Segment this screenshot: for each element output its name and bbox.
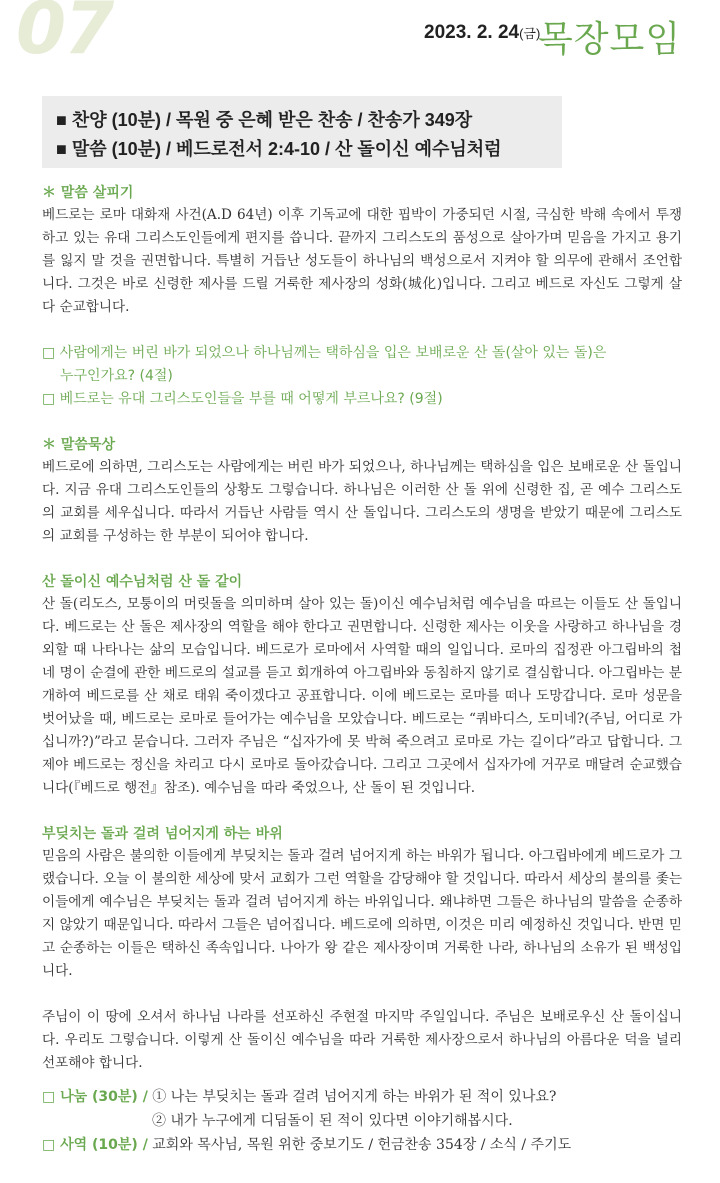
heading-stumbling-stone: 부딪치는 돌과 걸려 넘어지게 하는 바위 <box>42 826 283 842</box>
question-1-line1: □ 사람에게는 버린 바가 되었으나 하나님께는 택하심을 입은 보배로운 산 돌(살아 있는 돌)은 <box>42 345 607 361</box>
paragraph-closing: 주님이 이 땅에 오셔서 하나님 나라를 선포하신 주현절 마지막 주일입니다. 주님은 보배로우신 산 돌이십니다. 우리도 그렇습니다. 이렇게 산 돌이신 예수님을 따라 거룩한 제사장으로서 하나님의 아름다운 덕을 널리 선포해야 합니다. <box>42 1009 682 1071</box>
paragraph-stumbling-stone: 믿음의 사람은 불의한 이들에게 부딪치는 돌과 걸려 넘어지게 하는 바위가 됩니다. 아그립바에게 베드로가 그랬습니다. 오늘 이 불의한 세상에 맞서 교회가 그런 역할을 감당해야 할 것입니다. 따라서 세상의 불의를 좇는 이들에게 예수님은 부딪치는 돌과 걸려 넘어지게 하는 바위입니다. 왜냐하면 그들은 하나님의 말씀을 순종하지 않았기 때문입니다. 따라서 그들은 넘어집니다. 베드로에 의하면, 이것은 미리 예정하신 것입니다. 반면 믿고 순종하는 이들은 택하신 족속입니다. 나아가 왕 같은 제사장이며 거룩한 나라, 하나님의 소유가 된 백성입니다. <box>42 848 682 979</box>
share-question-1: ① 나는 부딪치는 돌과 걸려 넘어지게 하는 바위가 된 적이 있나요? <box>152 1089 557 1105</box>
question-2: □ 베드로는 유대 그리스도인들을 부를 때 어떻게 부르나요? (9절) <box>42 391 443 407</box>
paragraph-living-stone: 산 돌(리도스, 모퉁이의 머릿돌을 의미하며 살아 있는 돌)이신 예수님처럼 예수님을 따르는 이들도 산 돌입니다. 베드로는 산 돌은 제사장의 역할을 해야 한다고 권면합니다. 신령한 제사는 이웃을 사랑하고 하나님을 경외할 때 나타나는 삶의 모습입니다. 베드로가 로마에서 사역할 때의 일입니다. 로마의 집정관 아그립바의 첩 네 명이 순결에 관한 베드로의 설교를 듣고 회개하여 아그립바와 동침하지 않기로 결심합니다. 아그립바는 분개하여 베드로를 산 채로 태워 죽이겠다고 공표합니다. 이에 베드로는 로마를 떠나 도망갑니다. 로마 성문을 벗어났을 때, 베드로는 로마로 들어가는 예수님을 모았습니다. 베드로는 “쿼바디스, 도미네?(주님, 어디로 가십니까?)”라고 묻습니다. 그러자 주님은 “십자가에 못 박혀 죽으려고 로마로 가는 길이다”라고 답합니다. 그제야 베드로는 정신을 차리고 다시 로마로 돌아갔습니다. 그리고 그곳에서 십자가에 거꾸로 매달려 순교했습니다(『베드로 행전』참조). 예수님을 따라 죽었으나, 산 돌이 된 것입니다. <box>42 596 682 796</box>
heading-word-review: ＊ 말씀 살피기 <box>42 185 134 201</box>
ministry-label: □ 사역 (10분) / <box>42 1137 148 1153</box>
program-box <box>42 96 562 168</box>
program-praise: ■ 찬양 (10분) / 목원 중 은혜 받은 찬송 / 찬송가 349장 <box>56 110 473 130</box>
main-content <box>42 182 682 1157</box>
date-day: (금) <box>519 26 541 41</box>
program-word: ■ 말씀 (10분) / 베드로전서 2:4-10 / 산 돌이신 예수님처럼 <box>56 139 502 159</box>
section-number: 07 <box>16 0 113 70</box>
question-1-line2: 누구인가요? (4절) <box>60 368 173 384</box>
page-title: 목장모임 <box>538 19 682 60</box>
question-1 <box>42 342 682 388</box>
meeting-date <box>424 22 540 44</box>
share-question-2: ② 내가 누구에게 디딤돌이 된 적이 있다면 이야기해봅시다. <box>152 1113 513 1129</box>
ministry-text: 교회와 목사님, 목원 위한 중보기도 / 헌금찬송 354장 / 소식 / 주기도 <box>152 1137 572 1153</box>
paragraph-word-review: 베드로는 로마 대화재 사건(A.D 64년) 이후 기독교에 대한 핍박이 가중되던 시절, 극심한 박해 속에서 투쟁하고 있는 유대 그리스도인들에게 편지를 씁니다. 끝까지 그리스도의 품성으로 살아가며 믿음을 가지고 용기를 잃지 말 것을 권면합니다. 특별히 거듭난 성도들이 하나님의 백성으로서 지켜야 할 의무에 관해서 조언합니다. 그것은 바로 신령한 제사를 드릴 거룩한 제사장의 성화(城化)입니다. 그리고 베드로 자신도 그렇게 살다 순교합니다. <box>42 207 682 315</box>
paragraph-meditation: 베드로에 의하면, 그리스도는 사람에게는 버린 바가 되었으나, 하나님께는 택하심을 입은 보배로운 산 돌입니다. 지금 유대 그리스도인들의 상황도 그렇습니다. 하나님은 이러한 산 돌 위에 신령한 집, 곧 예수 그리스도의 교회를 세우십니다. 따라서 거듭난 사람들 역시 산 돌입니다. 그리스도의 생명을 받았기 때문에 그리스도의 교회를 구성하는 한 부분이 되어야 합니다. <box>42 459 682 544</box>
date-main: 2023. 2. 24 <box>424 22 520 43</box>
heading-meditation: ＊ 말씀묵상 <box>42 437 115 453</box>
share-section <box>42 1085 682 1157</box>
heading-living-stone: 산 돌이신 예수님처럼 산 돌 같이 <box>42 574 243 590</box>
share-label: □ 나눔 (30분) / <box>42 1089 148 1105</box>
